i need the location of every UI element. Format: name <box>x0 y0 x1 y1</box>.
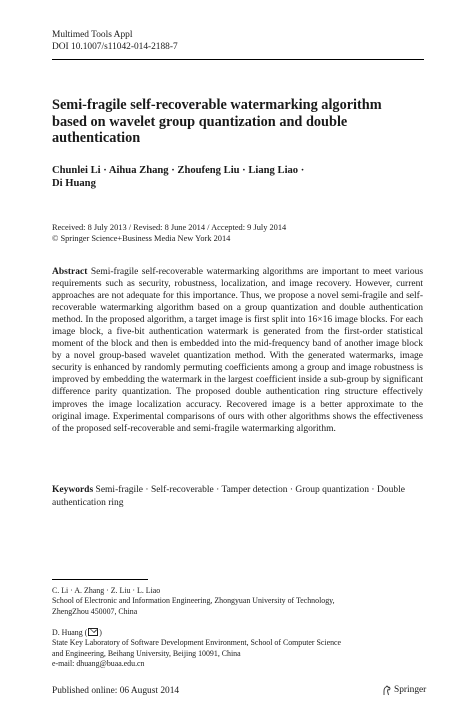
keywords-label: Keywords <box>52 485 94 495</box>
abstract-text: Semi-fragile self-recoverable watermarking algorithms are important to meet various requirements such as security, robustness, localization, and image recovery. However, current approaches are not adequate for this importance. Thus, we propose a novel semi-fragile and self-recoverable watermarking algorithm based on a group quantization and double authentication method. In the proposed algorithm, a target image is first split into 16×16 image blocks. For each image block, a five-bit authentication watermark is generated from the first-order statistical moment of the block and then is embedded into the mid-frequency band of another image block by a novel group-based wavelet quantization method. With the generated watermarks, image security is enhanced by randomly permuting coefficients among a group and image robustness is improved by embedding the watermark in the largest coefficient inside a sub-group by significant difference parity quantization. The proposed double authentication ring structure effectively improves the image localization accuracy. Recovered image is a better approximate to the original image. Experimental comparisons of ours with other algorithms shows the effectiveness of the proposed self-recoverable and semi-fragile watermarking algorithm. <box>52 267 424 434</box>
corresponding-author: D. Huang ( ) <box>52 628 102 637</box>
journal-name: Multimed Tools Appl <box>52 30 133 40</box>
affiliation-block-1 <box>52 586 424 617</box>
abstract <box>52 266 423 435</box>
affiliation-1-names: C. Li · A. Zhang · Z. Liu · L. Liao <box>52 586 161 595</box>
keywords <box>52 484 423 509</box>
authors-line-2: Di Huang <box>52 178 96 190</box>
journal-header <box>52 29 178 53</box>
authors-line-1: Chunlei Li · Aihua Zhang · Zhoufeng Liu · Liang Liao · <box>52 165 305 176</box>
affiliation-1-line-1: School of Electronic and Information Engineering, Zhongyuan University of Technology, <box>52 596 335 606</box>
title-line-2: based on wavelet group quantization and double <box>52 113 348 130</box>
abstract-label: Abstract <box>52 267 88 277</box>
publication-history <box>52 222 424 245</box>
title-line-3: authentication <box>52 130 141 147</box>
corresponding-author-name: D. Huang <box>52 628 83 637</box>
published-online: Published online: 06 August 2014 <box>52 686 180 696</box>
history-dates: Received: 8 July 2013 / Revised: 8 June 2014 / Accepted: 9 July 2014 <box>52 223 287 232</box>
affiliation-1-line-2: ZhengZhou 450007, China <box>52 606 138 616</box>
affiliation-block-2 <box>52 628 424 670</box>
publisher-mark <box>382 684 426 696</box>
author-list <box>52 164 424 190</box>
article-title <box>52 97 424 147</box>
affiliation-2-line-1: State Key Laboratory of Software Development Environment, School of Computer Science <box>52 638 342 648</box>
affiliation-2-line-2: and Engineering, Beihang University, Beijing 10091, China <box>52 648 241 658</box>
keywords-text: Semi-fragile · Self-recoverable · Tamper detection · Group quantization · Double authentication ring <box>52 485 405 508</box>
header-rule <box>52 59 424 60</box>
springer-horse-logo <box>382 685 392 696</box>
affiliation-rule <box>52 579 148 580</box>
envelope-icon <box>88 628 98 636</box>
publisher-name: Springer <box>394 685 427 695</box>
title-line-1: Semi-fragile self-recoverable watermarking algorithm <box>52 97 382 113</box>
copyright-line: © Springer Science+Business Media New York 2014 <box>52 234 231 244</box>
corresponding-email: e-mail: dhuang@buaa.edu.cn <box>52 659 145 669</box>
journal-doi: DOI 10.1007/s11042-014-2188-7 <box>52 42 178 52</box>
